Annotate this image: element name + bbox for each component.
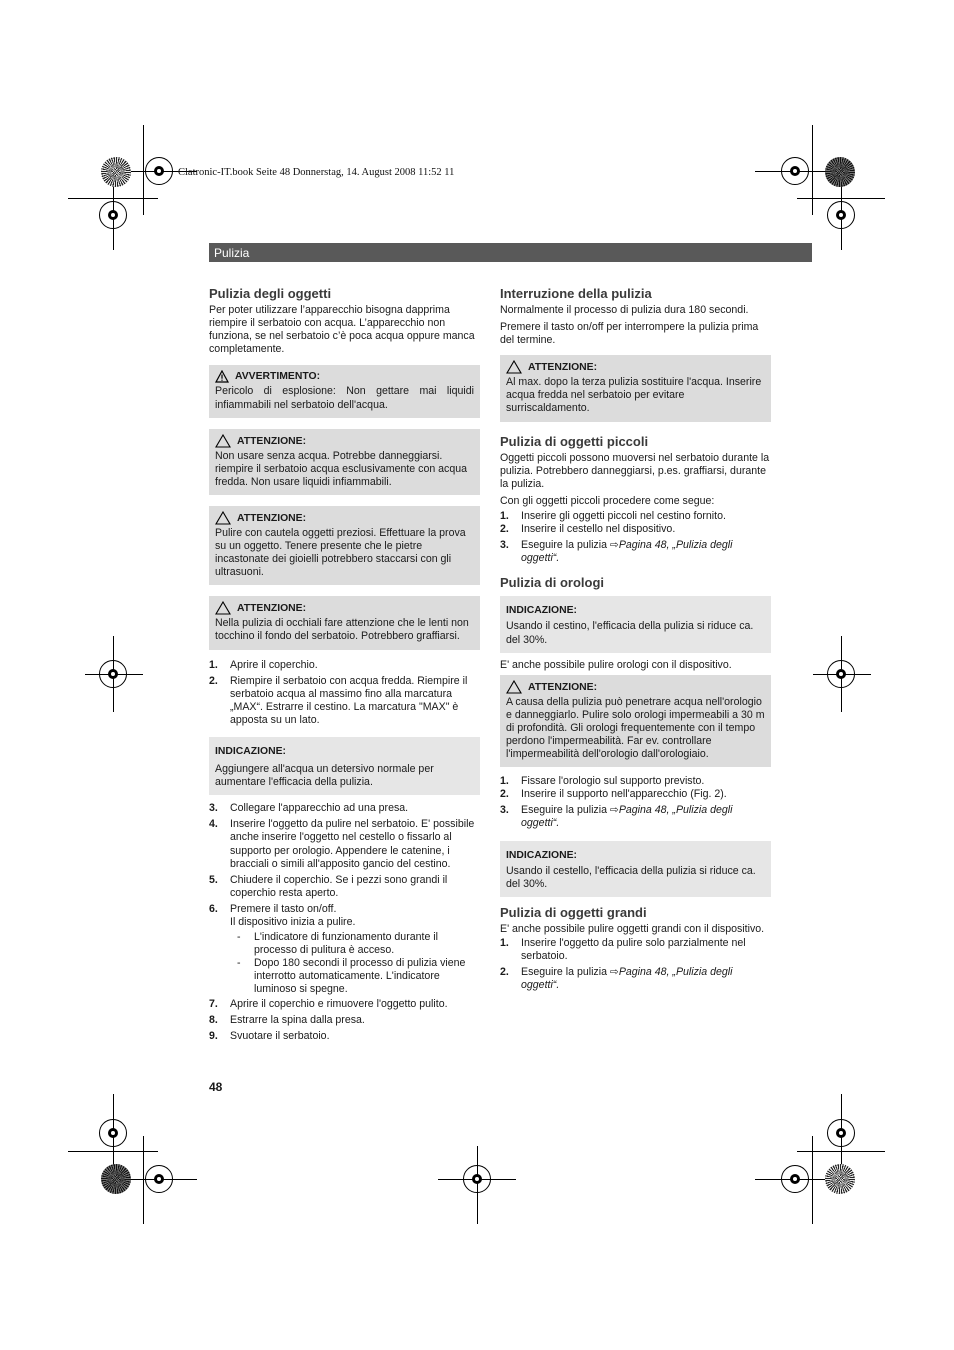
registration-mark-icon xyxy=(99,660,127,688)
intro-paragraph: Per poter utilizzare l’apparecchio bisogna dapprima riempire il serbatoio con acqua. L’apparecchio non funziona, se nel serbatoio c’è poca acqua oppure manca completamente. xyxy=(209,304,475,356)
attention-title: ATTENZIONE: xyxy=(237,603,307,615)
heading-oggetti-piccoli: Pulizia di oggetti piccoli xyxy=(500,433,649,449)
section-title: Pulizia xyxy=(214,246,250,260)
arrow-right-icon: ⇨ xyxy=(609,539,619,552)
registration-mark-icon xyxy=(145,157,173,185)
attention-box xyxy=(209,429,480,495)
note-box xyxy=(209,737,480,795)
heading-oggetti-grandi: Pulizia di oggetti grandi xyxy=(500,904,647,920)
page-reference: Pagina 48, „Pulizia degli oggetti“. xyxy=(521,804,733,830)
crop-line xyxy=(812,125,813,215)
note-box xyxy=(500,841,771,897)
attention-title: ATTENZIONE: xyxy=(237,512,307,524)
registration-mark-icon xyxy=(99,201,127,229)
registration-mark-icon xyxy=(781,1165,809,1193)
note-text: Aggiungere all'acqua un detersivo normale per aumentare l'efficacia della pulizia. xyxy=(215,763,434,789)
paragraph: E' anche possibile pulire orologi con il dispositivo. xyxy=(500,658,732,671)
list-item: 8. Estrarre la spina dalla presa. xyxy=(209,1013,365,1026)
list-item: 1. Inserire gli oggetti piccoli nel cestino fornito. xyxy=(500,509,726,522)
attention-title: ATTENZIONE: xyxy=(237,435,307,447)
warning-box xyxy=(209,365,480,417)
warning-text: Pericolo di esplosione: Non gettare mai liquidi infiammabili nel serbatoio dell'acqua. xyxy=(215,385,474,411)
steps-list xyxy=(500,775,771,830)
heading-pulizia-degli-oggetti: Pulizia degli oggetti xyxy=(209,286,332,301)
note-title: INDICAZIONE: xyxy=(215,745,286,757)
warning-triangle-icon xyxy=(215,370,229,383)
page-reference: Pagina 48, „Pulizia degli oggetti“. xyxy=(521,966,733,992)
attention-text: Pulire con cautela oggetti preziosi. Effettuare la prova su un oggetto. Tenere presente che le pietre incastonate dei gioielli potrebbero staccarsi con gli ultrasuoni. xyxy=(215,526,466,579)
list-item: 9. Svuotare il serbatoio. xyxy=(209,1029,330,1042)
steps-list xyxy=(500,510,771,565)
attention-text: Non usare senza acqua. Potrebbe danneggiarsi. riempire il serbatoio acqua esclusivamente con acqua fredda. Non usare liquidi infiammabili. xyxy=(215,449,468,488)
note-title: INDICAZIONE: xyxy=(506,605,577,617)
crop-line xyxy=(812,1136,813,1224)
steps-list xyxy=(209,802,480,1043)
heading-orologi: Pulizia di orologi xyxy=(500,575,604,591)
list-item: 3. Eseguire la pulizia ⇨Pagina 48, „Pulizia degli oggetti“. xyxy=(500,539,733,565)
paragraph: E' anche possibile pulire oggetti grandi con il dispositivo. xyxy=(500,922,765,935)
paragraph: Con gli oggetti piccoli procedere come segue: xyxy=(500,494,715,507)
note-box xyxy=(500,596,771,652)
list-item: 7. Aprire il coperchio e rimuovere l'oggetto pulito. xyxy=(209,997,448,1010)
warning-triangle-icon xyxy=(506,680,522,694)
list-item: 4. Inserire l'oggetto da pulire nel serbatoio. E' possibile anche inserire l'oggetto nel cestello o fissarlo al supporto per orologio. Appendere le catenine, i bracciali o simili all'apposito gancio del cestino. xyxy=(209,818,475,870)
arrow-right-icon: ⇨ xyxy=(609,804,619,817)
warning-triangle-icon xyxy=(506,360,522,374)
registration-mark-icon xyxy=(463,1165,491,1193)
list-item: 2. Inserire il cestello nel dispositivo. xyxy=(500,523,676,536)
note-text: Usando il cestino, l'efficacia della pulizia si riduce ca. del 30%. xyxy=(506,620,754,646)
section-header-bar xyxy=(209,243,812,262)
attention-title: ATTENZIONE: xyxy=(528,362,598,374)
color-target-icon xyxy=(101,1164,131,1194)
warning-triangle-icon xyxy=(215,434,231,448)
arrow-right-icon: ⇨ xyxy=(609,966,619,979)
warning-triangle-icon xyxy=(215,601,231,615)
list-item: 1. Aprire il coperchio. xyxy=(209,658,318,671)
crop-line xyxy=(797,1151,885,1152)
list-item: 2. Inserire il supporto nell'apparecchio (Fig. 2). xyxy=(500,788,727,801)
attention-box xyxy=(209,506,480,585)
list-item: 5. Chiudere il coperchio. Se i pezzi sono grandi il coperchio resta aperto. xyxy=(209,873,448,899)
attention-box xyxy=(500,355,771,421)
registration-mark-icon xyxy=(827,201,855,229)
registration-mark-icon xyxy=(827,660,855,688)
list-item: 6. Premere il tasto on/off. Il dispositivo inizia a pulire. - L'indicatore di funzionamento durante il processo di pulitura è acceso. - Dopo 180 secondi il processo di pulizia viene interrotto automaticamente. L'indicatore luminoso si spegne. xyxy=(209,903,480,997)
paragraph: Premere il tasto on/off per interrompere la pulizia prima del termine. xyxy=(500,321,759,347)
right-column xyxy=(500,286,771,996)
paragraph: Oggetti piccoli possono muoversi nel serbatoio durante la pulizia. Potrebbero danneggiarsi, p.es. graffiarsi, durante la pulizia. xyxy=(500,451,770,490)
note-title: INDICAZIONE: xyxy=(506,849,577,861)
left-column xyxy=(209,286,480,1047)
color-target-icon xyxy=(101,157,131,187)
paragraph: Normalmente il processo di pulizia dura 180 secondi. xyxy=(500,304,749,316)
color-target-icon xyxy=(825,157,855,187)
page-number: 48 xyxy=(209,1080,223,1094)
registration-mark-icon xyxy=(99,1119,127,1147)
steps-list xyxy=(500,937,771,992)
book-info-line: Clatronic-IT.book Seite 48 Donnerstag, 14. August 2008 11:52 11 xyxy=(178,167,455,178)
sub-list-item: - Dopo 180 secondi il processo di pulizia viene interrotto automaticamente. L'indicatore luminoso si spegne. xyxy=(237,957,466,996)
crop-line xyxy=(143,1136,144,1224)
sub-list xyxy=(230,931,480,996)
list-item: 1. Fissare l'orologio sul supporto previsto. xyxy=(500,775,705,788)
crop-line xyxy=(68,1151,158,1152)
list-item: 2. Riempire il serbatoio con acqua fredda. Riempire il serbatoio acqua al massimo fino alla marcatura „MAX“. Estrarre il cestino. La marcatura "MAX" è apposta su un lato. xyxy=(209,674,468,726)
list-item: 3. Collegare l'apparecchio ad una presa. xyxy=(209,802,409,815)
registration-mark-icon xyxy=(781,157,809,185)
color-target-icon xyxy=(825,1164,855,1194)
sub-list-item: - L'indicatore di funzionamento durante il processo di pulitura è acceso. xyxy=(237,931,438,957)
heading-interruzione: Interruzione della pulizia xyxy=(500,286,652,301)
registration-mark-icon xyxy=(827,1119,855,1147)
attention-text: Al max. dopo la terza pulizia sostituire l'acqua. Inserire acqua fredda nel serbatoio per evitare surriscaldamento. xyxy=(506,376,762,415)
list-item: 1. Inserire l'oggetto da pulire solo parzialmente nel serbatoio. xyxy=(500,936,746,962)
note-text: Usando il cestello, l'efficacia della pulizia si riduce ca. del 30%. xyxy=(506,864,756,890)
attention-box xyxy=(209,596,480,649)
warning-title: AVVERTIMENTO: xyxy=(235,371,321,383)
warning-triangle-icon xyxy=(215,511,231,525)
registration-mark-icon xyxy=(145,1165,173,1193)
list-item: 2. Eseguire la pulizia ⇨Pagina 48, „Pulizia degli oggetti“. xyxy=(500,966,733,992)
attention-title: ATTENZIONE: xyxy=(528,681,598,693)
attention-box xyxy=(500,675,771,767)
steps-list xyxy=(209,659,480,727)
crop-line xyxy=(143,125,144,215)
page-reference: Pagina 48, „Pulizia degli oggetti“. xyxy=(521,539,733,565)
attention-text: A causa della pulizia può penetrare acqua nell'orologio e danneggiarlo. Pulire solo orologi impermeabili a 30 m di profondità. Gli orologi frequentemente con il tempo perdono l'impermeabilità. Far ev. controllare l'impermeabilità dell'orologio dall'orologiaio. xyxy=(506,695,765,761)
list-item: 3. Eseguire la pulizia ⇨Pagina 48, „Pulizia degli oggetti“. xyxy=(500,804,733,830)
attention-text: Nella pulizia di occhiali fare attenzione che le lenti non tocchino il fondo del serbatoio. Potrebbero graffiarsi. xyxy=(215,617,469,643)
